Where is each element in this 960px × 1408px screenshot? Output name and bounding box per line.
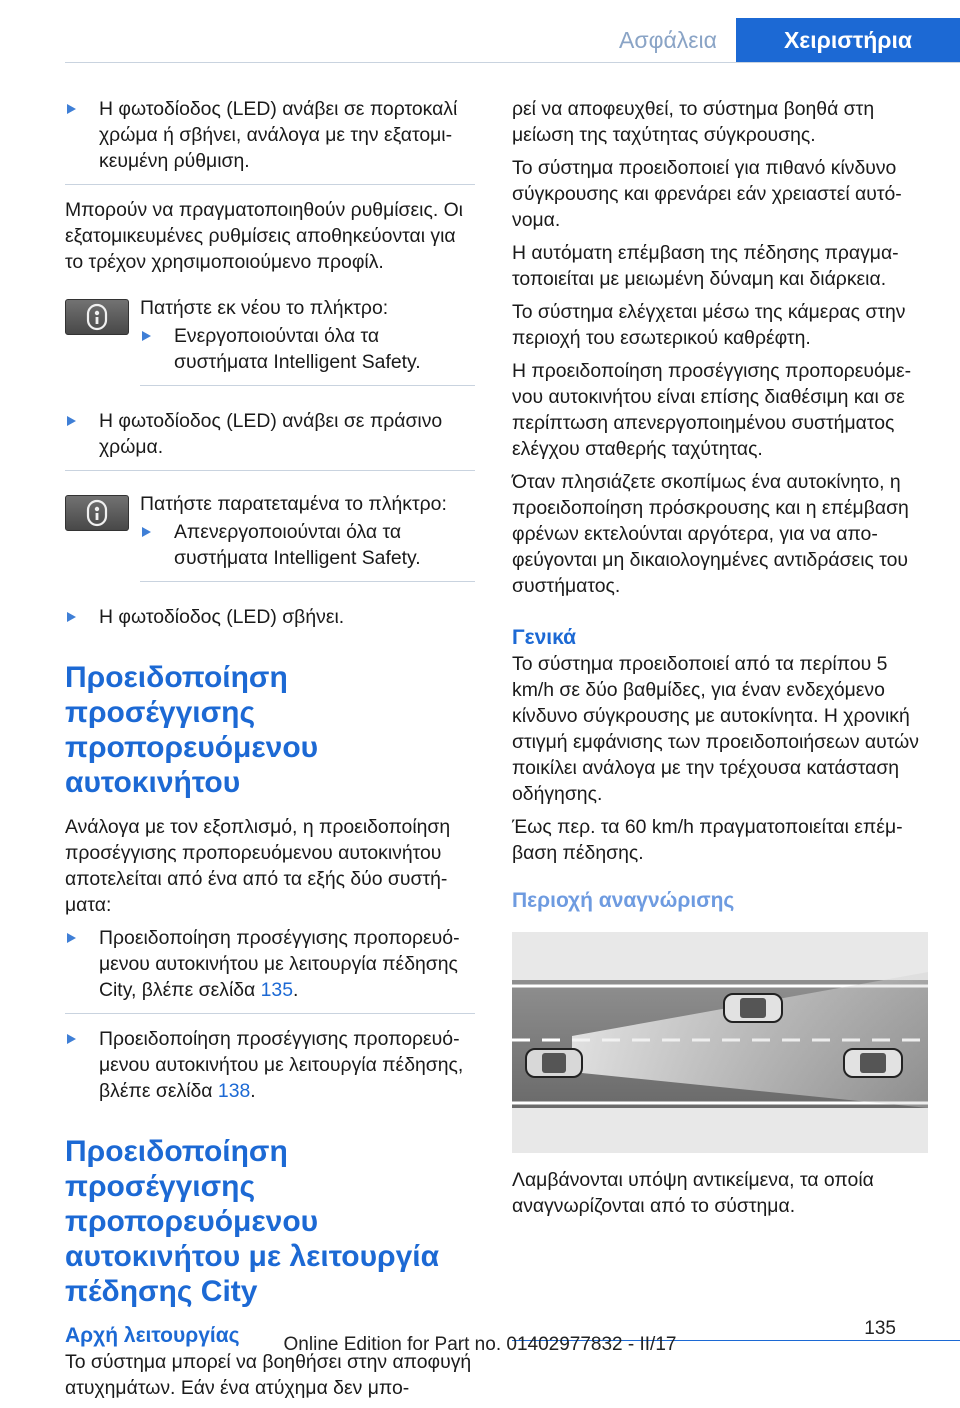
section-tab-safety: Ασφάλεια bbox=[619, 26, 717, 53]
para-collision-speed: ρεί να αποφευχθεί, το σύστημα βοηθά στη μείωση της ταχύτητας σύγκρουσης. bbox=[512, 98, 875, 146]
left-column bbox=[65, 96, 475, 1408]
para-camera: Το σύστημα ελέγχεται μέσω της κάμερας στην περιοχή του εσωτερικού καθρέφτη. bbox=[512, 301, 906, 349]
principle-paragraph: Το σύστημα μπορεί να βοηθήσει στην αποφυγή ατυχημάτων. Εάν ένα ατύχημα δεν μπο- bbox=[65, 1351, 472, 1399]
edition-note: Online Edition for Part no. 01402977832 - II/17 bbox=[283, 1334, 677, 1355]
key1-result: Ενεργοποιούνται όλα τα συστήματα Intelligent Safety. bbox=[140, 323, 475, 386]
para-braking-limit: Έως περ. τα 60 km/h πραγματοποιείται επέμβαση πέδησης. bbox=[512, 816, 903, 864]
header-rule bbox=[65, 62, 960, 63]
para-deliberate-approach: Όταν πλησιάζετε σκοπίμως ένα αυτοκίνητο, η προειδοποίηση πρόσκρουσης και η επέμβαση φρένων εκτελούνται αργότερα, για να αποφεύγονται μη δικαιολογημένες αντιδράσεις του συστήματος. bbox=[512, 471, 909, 597]
subheading-detection-area: Περιοχή αναγνώρισης bbox=[512, 889, 735, 912]
key2-instruction: Πατήστε παρατεταμένα το πλήκτρο: bbox=[140, 493, 447, 515]
road-detection-area-illustration bbox=[512, 932, 928, 1153]
equipment-paragraph: Ανάλογα με τον εξοπλισμό, η προειδοποίηση προσέγγισης προπορευόμενου αυτοκινήτου αποτελείται από ένα από τα εξής δύο συστήματα: bbox=[65, 816, 451, 916]
section-tab-controls: Χειριστήρια bbox=[736, 18, 960, 62]
section-heading-city-braking: Προειδοποίηση προσέγγισης προπορευόμενου αυτοκινήτου με λειτουργία πέδησης City bbox=[65, 1135, 440, 1308]
section-heading-approach-warning: Προειδοποίηση προσέγγισης προπορευόμενου αυτοκινήτου bbox=[65, 661, 319, 799]
key-block-2 bbox=[65, 491, 475, 594]
para-general: Το σύστημα προειδοποιεί από τα περίπου 5 km/h σε δύο βαθμίδες, για έναν ενδεχόμενο κίνδυνο σύγκρουσης με αυτοκίνητα. Η χρονική στιγμή εμφάνισης των προειδοποιήσεων αυτών ποικίλει ανάλογα με την τρέχουσα κατάσταση οδήγησης. bbox=[512, 653, 919, 805]
bullet-city-braking: Προειδοποίηση προσέγγισης προπορευόμενου αυτοκινήτου με λειτουργία πέδησης City, βλέπε σελίδα 135. bbox=[65, 925, 475, 1014]
page-header bbox=[0, 18, 960, 64]
page-link-138[interactable]: 138 bbox=[217, 1080, 251, 1102]
intelligent-safety-button-icon bbox=[65, 299, 129, 335]
bullet-led-green: Η φωτοδίοδος (LED) ανάβει σε πράσινο χρώμα. bbox=[65, 408, 475, 471]
bullet-led-off: Η φωτοδίοδος (LED) σβήνει. bbox=[65, 604, 475, 630]
bullet-braking: Προειδοποίηση προσέγγισης προπορευόμενου αυτοκινήτου με λειτουργία πέδησης, βλέπε σελίδα 138. bbox=[65, 1026, 475, 1104]
key2-result: Απενεργοποιούνται όλα τα συστήματα Intelligent Safety. bbox=[140, 519, 475, 582]
intelligent-safety-button-icon bbox=[65, 495, 129, 531]
subheading-principle: Αρχή λειτουργίας bbox=[65, 1324, 240, 1347]
right-column bbox=[512, 96, 928, 1226]
subheading-general: Γενικά bbox=[512, 626, 577, 649]
bullet-led-orange: Η φωτοδίοδος (LED) ανάβει σε πορτοκαλί χρώμα ή σβήνει, ανάλογα με την εξατομικευμένη ρύθμιση. bbox=[65, 96, 475, 185]
para-auto-braking: Η αυτόματη επέμβαση της πέδησης πραγματοποιείται με μειωμένη δύναμη και διάρκεια. bbox=[512, 242, 899, 290]
key-block-1 bbox=[65, 295, 475, 398]
page-link-135[interactable]: 135 bbox=[260, 979, 293, 1001]
settings-paragraph: Μπορούν να πραγματοποιηθούν ρυθμίσεις. Οι εξατομικευμένες ρυθμίσεις αποθηκεύονται για το τρέχον χρησιμοποιούμενο προφίλ. bbox=[65, 199, 463, 273]
page-number: 135 bbox=[864, 1318, 896, 1339]
key1-instruction: Πατήστε εκ νέου το πλήκτρο: bbox=[140, 297, 389, 319]
para-availability: Η προειδοποίηση προσέγγισης προπορευόμενου αυτοκινήτου είναι επίσης διαθέσιμη και σε περίπτωση απενεργοποιημένου συστήματος ελέγχου σταθερής ταχύτητας. bbox=[512, 360, 912, 460]
para-warns-brakes: Το σύστημα προειδοποιεί για πιθανό κίνδυνο σύγκρουσης και φρενάρει εάν χρειαστεί αυτόνομα. bbox=[512, 157, 902, 231]
figure-caption: Λαμβάνονται υπόψη αντικείμενα, τα οποία αναγνωρίζονται από το σύστημα. bbox=[512, 1169, 874, 1217]
